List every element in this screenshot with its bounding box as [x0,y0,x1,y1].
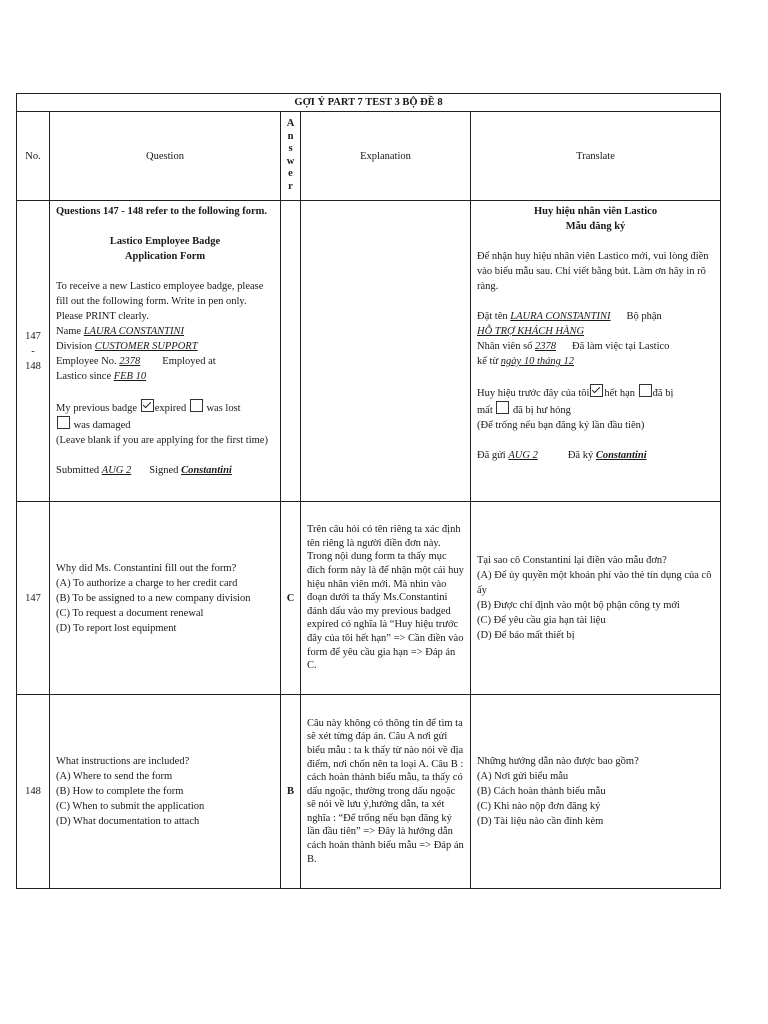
answer-cell: B [281,695,301,889]
employee-no-value: 2378 [119,356,141,367]
form-question-cell [50,201,281,502]
since-label: Lastico since [56,371,114,382]
translate-subtitle: Mẫu đăng ký [565,221,626,232]
division-line [56,339,274,354]
submitted-value: AUG 2 [101,465,132,476]
option-d: (D) To report lost equipment [56,622,177,634]
explanation-paragraph: Trên câu hỏi có tên riêng ta xác định tên riêng là người điền đơn này. [307,524,461,549]
translate-signature: Constantini [595,450,647,461]
answer-header-letter: r [288,180,293,192]
header-no: No. [17,112,50,201]
header-row [17,112,721,201]
translate-leave-blank: (Để trống nếu bạn đăng ký lần đầu tiên) [477,420,645,431]
employee-line [56,354,274,369]
translate-name-line [477,309,714,324]
translate-option-b: (B) Được chỉ định vào một bộ phận công ty mới [477,600,680,611]
translate-dept-value: HỖ TRỢ KHÁCH HÀNG [477,326,585,337]
translate-option-d: (D) Để báo mất thiết bị [477,630,575,641]
question-number: 147 [17,502,50,695]
page-title: GỢI Ý PART 7 TEST 3 BỘ ĐỀ 8 [17,94,721,112]
translate-cell-147 [471,502,721,695]
question-number: 148 [17,695,50,889]
answer-header-letter: n [287,130,294,142]
translate-dept-line [477,324,714,339]
translate-option-expired: hết hạn [604,388,636,399]
answer-header-letter: s [288,143,293,155]
translate-since-value: ngày 10 tháng 12 [500,356,574,367]
number-dash: - [31,345,35,357]
translate-option-b: (B) Cách hoàn thành biểu mẫu [477,786,606,797]
question-cell-147 [50,502,281,695]
table-row-form [17,201,721,502]
option-c: (C) When to submit the application [56,801,205,812]
translate-staff-label: Nhân viên số [477,341,536,352]
submitted-line [56,463,274,478]
option-a: (A) To authorize a charge to her credit card [56,577,238,589]
checkbox-empty-icon [57,416,70,429]
checkbox-empty-icon [496,401,509,414]
translate-option-c: (C) Để yêu cầu gia hạn tài liệu [477,615,606,626]
translate-previous-line [477,384,714,401]
option-b: (B) To be assigned to a new company division [56,592,251,604]
answer-header-letter: e [288,168,293,180]
answer-empty-cell [281,201,301,502]
answer-header-letter: w [286,155,295,167]
translate-previous-label: Huy hiệu trước đây của tôi [477,388,590,399]
header-explanation: Explanation [301,112,471,201]
employee-no-label: Employee No. [56,356,120,367]
previous-badge-line [56,399,274,416]
form-translate-cell [471,201,721,502]
translate-question: Những hướng dẫn nào được bao gồm? [477,756,639,767]
translate-worked-label: Đã làm việc tại Lastico [572,341,670,352]
answer-key-table [16,93,721,889]
form-title: Lastico Employee Badge [109,236,221,247]
number-part: 147 [25,330,41,342]
name-line [56,324,274,339]
checkbox-checked-icon [141,399,154,412]
title-row [17,94,721,112]
translate-since-label: kể từ [477,356,501,367]
translate-name-value: LAURA CONSTANTINI [510,311,611,322]
answer-cell: C [281,502,301,695]
translate-cell-148 [471,695,721,889]
explanation-paragraph: Trong nội dung form ta thấy mục đích form này là để nhận một cái huy hiệu nhân viên mới. Mà nhìn vào đoạn dưới ta thấy Ms.Constantini đánh dấu vào my previous badged expired có nghĩa là “Huy hiệu trước đây của tôi hết hạn” => Cần điền vào form để yêu cầu gia hạn => Đáp án C. [307,551,464,672]
translate-instructions: Để nhận huy hiệu nhân viên Lastico mới, vui lòng điền vào biểu mẫu sau. Chỉ viết bằng bút. Làm ơn hãy in rõ ràng. [477,251,709,292]
damaged-line [56,416,274,433]
signed-label: Signed [149,465,182,476]
header-answer [281,112,301,201]
division-label: Division [56,341,95,352]
option-c: (C) To request a document renewal [56,607,204,619]
question-cell-148 [50,695,281,889]
option-expired: expired [154,403,187,414]
translate-dept-label: Bộ phận [626,311,662,322]
translate-question: Tại sao cô Constantini lại điền vào mẫu đơn? [477,555,667,566]
translate-staff-value: 2378 [535,341,557,352]
name-label: Name [56,326,84,337]
table-row-148 [17,695,721,889]
passage-intro: Questions 147 - 148 refer to the following form. [56,206,268,217]
signature: Constantini [181,465,232,476]
number-part: 148 [25,360,41,372]
option-d: (D) What documentation to attach [56,816,200,827]
since-line [56,369,274,384]
translate-lost-line [477,401,714,418]
explanation-empty-cell [301,201,471,502]
option-damaged: was damaged [73,420,131,431]
name-value: LAURA CONSTANTINI [83,326,184,337]
translate-option-lost-2: mất [477,405,493,416]
explanation-paragraph: Câu này không có thông tin để tìm ta sẽ xét từng đáp án. Câu A nơi gửi biểu mẫu : ta k thấy từ nào nói về địa điểm, nơi chốn nên ta loại A. Câu B : cách hoàn thành biểu mẫu, ta thấy có dấu ngoặc, thường trong dấu ngoặc sẽ nói về lưu ý,hướng dẫn, ta xét nghĩa : “Để trống nếu bạn đăng ký lần đầu tiên” => Đây là hướng dẫn cách hoàn thành biểu mẫu => Đáp án B. [307,717,464,865]
translate-sent-line [477,448,714,463]
checkbox-empty-icon [639,384,652,397]
form-subtitle: Application Form [124,251,206,262]
explanation-cell-147 [301,502,471,695]
answer-header-letter: A [286,118,295,130]
employed-label: Employed at [162,356,216,367]
translate-option-a: (A) Nơi gửi biểu mẫu [477,771,569,782]
translate-option-c: (C) Khi nào nộp đơn đăng ký [477,801,601,812]
header-question: Question [50,112,281,201]
translate-option-d: (D) Tài liệu nào cần đính kèm [477,816,604,827]
form-instructions: To receive a new Lastico employee badge, please fill out the following form. Write in pen only. Please PRINT clearly. [56,281,264,322]
translate-staff-line [477,339,714,354]
translate-since-line [477,354,714,369]
checkbox-empty-icon [190,399,203,412]
table-row-147 [17,502,721,695]
division-value: CUSTOMER SUPPORT [94,341,198,352]
submitted-label: Submitted [56,465,102,476]
question-number-147-148 [17,201,50,502]
translate-sent-value: AUG 2 [508,450,538,461]
question-text: What instructions are included? [56,756,190,767]
explanation-cell-148 [301,695,471,889]
option-lost: was lost [206,403,241,414]
translate-option-lost-1: đã bị [652,388,674,399]
translate-option-a: (A) Để ủy quyền một khoản phí vào thẻ tín dụng của cô ấy [477,570,712,596]
option-b: (B) How to complete the form [56,786,184,797]
translate-title: Huy hiệu nhân viên Lastico [533,206,658,217]
leave-blank-note: (Leave blank if you are applying for the first time) [56,435,268,446]
translate-option-damaged: đã bị hư hỏng [513,405,571,416]
previous-badge-label: My previous badge [56,403,138,414]
header-translate: Translate [471,112,721,201]
since-value: FEB 10 [113,371,147,382]
translate-sent-label: Đã gửi [477,450,509,461]
option-a: (A) Where to send the form [56,771,173,782]
question-text: Why did Ms. Constantini fill out the form? [56,562,237,574]
checkbox-checked-icon [590,384,603,397]
translate-name-label: Đặt tên [477,311,511,322]
translate-signed-label: Đã ký [567,450,596,461]
